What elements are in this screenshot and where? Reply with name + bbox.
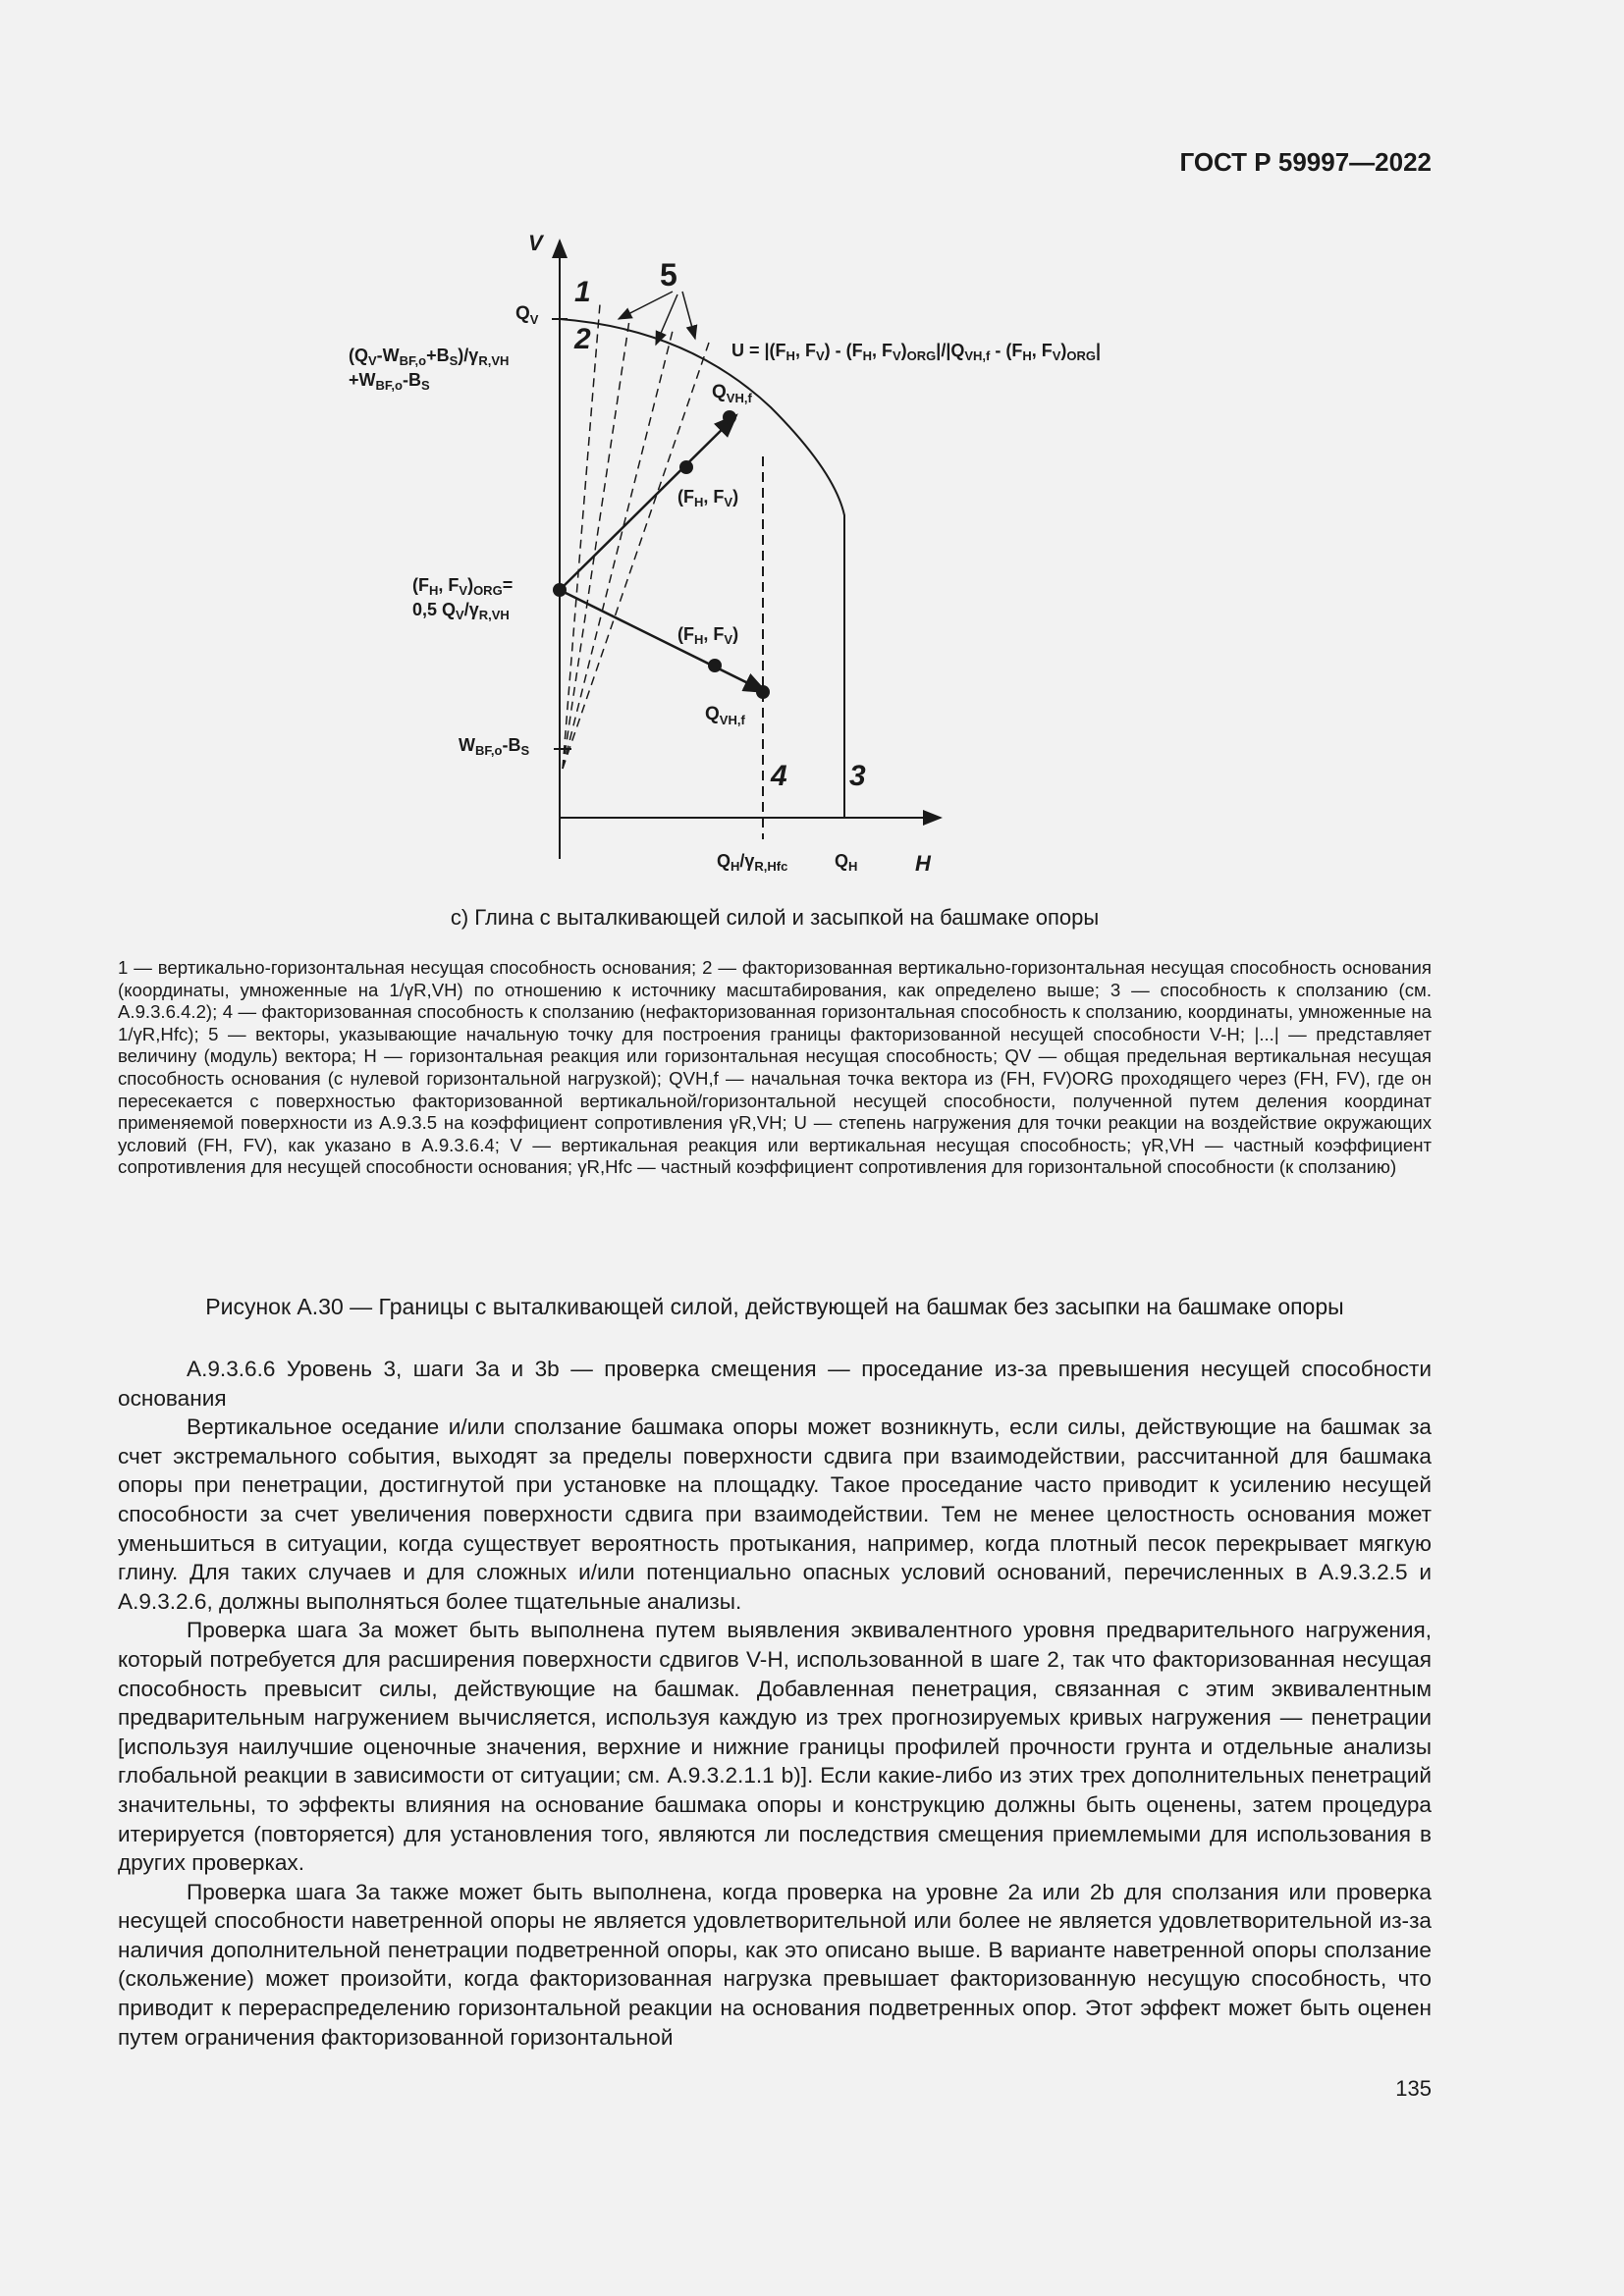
svg-text:QH/γR,Hfc: $Q_H/\gamma_{R,Hfc}$ (717, 851, 788, 874)
pointer-5c (682, 292, 695, 339)
point-fhfv-lower (708, 659, 722, 672)
svg-text:(FH, FV)ORG=: ($F_H$, $F_V)_{ORG}=$ (412, 575, 514, 598)
svg-text:QVH,f: $Q_{VH,f}$ (712, 382, 752, 405)
num-3: 3 (849, 760, 866, 792)
num-5: 5 (660, 257, 677, 293)
paragraph: Вертикальное оседание и/или сползание башмака опоры может возникнуть, если силы, действующие на башмак за счет экстремального события, выходят за пределы поверхности сдвига при взаимодействии, рассчитанной для башмака опоры при пенетрации, достигнутой при установке на площадку. Такое проседание часто приводит к усилению несущей способности за счет увеличения поверхности сдвига при взаимодействии. Тем не менее целостность основания может уменьшиться в ситуации, когда существует вероятность протыкания, например, когда плотный песок перекрывает мягкую глину. Для таких случаев и для сложных и/или потенциально опасных условий оснований, перечисленных в А.9.3.2.5 и А.9.3.2.6, должны выполняться более тщательные анализы. (118, 1415, 1432, 1614)
paragraph: А.9.3.6.6 Уровень 3, шаги 3а и 3b — проверка смещения — проседание из-за превышения несущей способности основания (118, 1357, 1432, 1411)
point-qvh-upper (723, 410, 736, 424)
standard-code: ГОСТ Р 59997—2022 (1179, 147, 1432, 177)
dashed-vector-2 (563, 320, 629, 769)
svg-text:0,5 QV/γR,VH: 0,5 $Q_V/\gamma_{R,VH}$ (412, 600, 510, 622)
svg-text:QV: $Q_V$ (515, 303, 539, 327)
paragraph: Проверка шага 3а также может быть выполнена, когда проверка на уровне 2а или 2b для сползания или проверка несущей способности наветренной опоры не является удовлетворительной или более не является удовлетворительной из-за наличия дополнительной пенетрации подветренной опоры, как это описано выше. В варианте наветренной опоры сползание (скольжение) может произойти, когда факторизованная нагрузка превышает факторизованную несущую способность, что приводит к перераспределению горизонтальной реакции на основания подветренных опор. Этот эффект может быть оценен путем ограничения факторизованной горизонтальной (118, 1879, 1432, 2050)
point-fhfv-upper (679, 460, 693, 474)
body-text (118, 1355, 1432, 2052)
capacity-curve (560, 319, 844, 818)
figure-legend: 1 — вертикально-горизонтальная несущая способность основания; 2 — факторизованная вертикально-горизонтальная несущая способность основания (координаты, умноженные на 1/γR,VH) по отношению к источнику масштабирования, как определено выше; 3 — способность к сползанию (см. А.9.3.6.4.2); 4 — факторизованная способность к сползанию (нефакторизованная горизонтальная способность к сползанию, координаты, умноженные на 1/γR,Hfc); 5 — векторы, указывающие начальную точку для построения границы факторизованной несущей способности V-H; |...| — представляет величину (модуль) вектора; H — горизонтальная реакция или горизонтальная несущая способность; QV — общая предельная вертикальная несущая способность основания (с нулевой горизонтальной нагрузкой); QVH,f — начальная точка вектора из (FH, FV)ORG проходящего через (FH, FV), где он пересекается с поверхностью факторизованной вертикальной/горизонтальной несущей способности, полученной путем деления координат применяемой поверхности из А.9.3.5 на коэффициент сопротивления γR,VH; U — степень нагружения для точки реакции на воздействие окружающих условий (FH, FV), как указано в А.9.3.6.4; V — вертикальная реакция или вертикальная несущая способность; γR,VH — частный коэффициент сопротивления для несущей способности основания; γR,Hfc — частный коэффициент сопротивления для горизонтальной способности (к сползанию) (118, 957, 1432, 1178)
svg-text:(FH, FV): ($F_H$, $F_V$) (677, 624, 739, 647)
num-4: 4 (771, 760, 787, 792)
figure-subcaption: c) Глина с выталкивающей силой и засыпкой на башмаке опоры (450, 905, 1100, 930)
pointer-5a (619, 292, 673, 319)
pointer-5b (656, 294, 677, 345)
qv-label: Q (515, 303, 530, 324)
svg-text:WBF,o-BS: $W_{BF,o}-B_S$ (459, 735, 530, 758)
point-qvh-lower (756, 685, 770, 699)
paragraph: Проверка шага 3а может быть выполнена путем выявления эквивалентного уровня предварительного нагружения, который потребуется для расширения поверхности сдвигов V-H, использованной в шаге 2, так что факторизованная несущая способность превысит силы, действующие на башмак. Добавленная пенетрация, связанная с этим эквивалентным предварительным нагружением вычисляется, используя каждую из трех прогнозируемых кривых нагружения — пенетрации [используя наилучшие оценочные значения, верхние и нижние границы профилей прочности грунта и отдельные анализы глобальной реакции в зависимости от ситуации; см. А.9.3.2.1.1 b)]. Если какие-либо из этих трех дополнительных пенетраций значительны, то эффекты влияния на основание башмака опоры и конструкцию должны быть оценены, затем процедура итерируется (повторяется) для установления того, являются ли последствия смещения приемлемыми для использования в других проверках. (118, 1618, 1432, 1876)
num-2: 2 (574, 323, 591, 355)
svg-text:(FH, FV): ($F_H$, $F_V$) (677, 487, 739, 509)
svg-text:QVH,f: $Q_{VH,f}$ (705, 704, 745, 727)
svg-text:QH: $Q_H$ (835, 851, 858, 874)
dashed-vector-1 (563, 304, 600, 769)
svg-text:U = |(FH, FV) - (FH, FV)ORG|/|: $U = |(F_H$, $F_V) - (F_H$, $F_V)_{ORG}|/|Q_{VH,f} - (F_H$, $F_V)_{ORG}|$ (731, 341, 1102, 363)
num-1: 1 (574, 276, 591, 308)
page-number: 135 (1395, 2076, 1432, 2101)
axis-v-label: V (528, 231, 543, 255)
point-org (553, 583, 567, 597)
figure-diagram (324, 221, 1102, 888)
figure-title: Рисунок А.30 — Границы с выталкивающей силой, действующей на башмак без засыпки на башмаке опоры (205, 1294, 1344, 1319)
dashed-vector-4 (563, 343, 709, 769)
svg-text:(QV-WBF,o+BS)/γR,VH: $(Q_V-W_{BF,o}+B_S)/\gamma_{R,VH}$ (349, 346, 510, 368)
svg-text:+WBF,o-BS: $+W_{BF,o}-B_S$ (349, 370, 430, 393)
axis-h-label: H (915, 851, 931, 876)
